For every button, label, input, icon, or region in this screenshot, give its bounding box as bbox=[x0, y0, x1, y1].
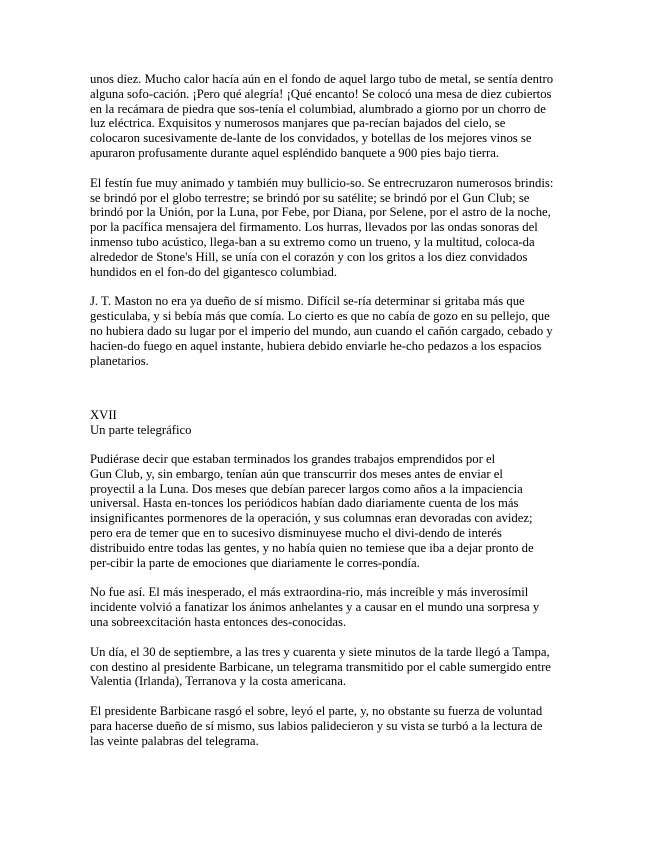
paragraph-inesperado: No fue así. El más inesperado, el más extraordina-rio, más increíble y más inverosímil incidente volvió a fanatizar los ánimos anhelantes y a causar en el mundo una sorpresa y una sobreexcitación hasta entonces des-conocidas. bbox=[90, 585, 540, 629]
chapter-number: XVII bbox=[90, 408, 117, 423]
document-page bbox=[90, 72, 570, 763]
paragraph-banquet: unos diez. Mucho calor hacía aún en el fondo de aquel largo tubo de metal, se sentía dentro alguna sofo-cación. ¡Pero qué alegría! ¡Qué encanto! Se colocó una mesa de diez cubiertos en la recámara de piedra que sos-tenía el columbiad, alumbrado a giorno por un chorro de luz eléctrica. Exquisitos y numerosos manjares que pa-recían bajados del cielo, se colocaron sucesivamente de-lante de los convidados, y botellas de los mejores vinos se apuraron profusamente durante aquel espléndido banquete a 900 pies bajo tierra. bbox=[90, 72, 554, 160]
chapter-title: Un parte telegráfico bbox=[90, 423, 192, 438]
paragraph-maston: J. T. Maston no era ya dueño de sí mismo. Difícil se-ría determinar si gritaba más que gesticulaba, y si bebía más que comía. Lo cierto es que no cabía de gozo en su pellejo, que no hubiera dado su lugar por el imperio del mundo, aun cuando el cañón cargado, cebado y hacien-do fuego en aquel instante, hubiera debido enviarle he-cho pedazos a los espacios planetarios. bbox=[90, 294, 553, 368]
paragraph-telegrama: Un día, el 30 de septiembre, a las tres y cuarenta y siete minutos de la tarde llegó a Tampa, con destino al presidente Barbicane, un telegrama transmitido por el cable sumergido entre Valentia (Irlanda), Terranova y la costa americana. bbox=[90, 644, 551, 689]
paragraph-barbicane: El presidente Barbicane rasgó el sobre, leyó el parte, y, no obstante su fuerza de voluntad para hacerse dueño de sí mismo, sus labios palidecieron y su vista se turbó a la lectura de las veinte palabras del telegrama. bbox=[90, 704, 543, 748]
paragraph-festin: El festín fue muy animado y también muy bullicio-so. Se entrecruzaron numerosos brindis: se brindó por el globo terrestre; se brindó por su satélite; se brindó por el Gun Club; se brindó por la Unión, por la Luna, por Febe, por Diana, por Selene, por el astro de la noche, por la pacífica mensajera del firmamento. Los hurras, llevados por las ondas sonoras del inmenso tubo acústico, llega-ban a su extremo como un trueno, y la multitud, coloca-da alrededor de Stone's Hill, se unía con el corazón y con los gritos a los diez convidados hundidos en el fon-do del gigantesco columbiad. bbox=[90, 175, 554, 279]
paragraph-trabajos: Pudiérase decir que estaban terminados los grandes trabajos emprendidos por el Gun Club, y, sin embargo, tenían aún que transcurrir dos meses antes de enviar el proyectil a la Luna. Dos meses que debían parecer largos como años a la impaciencia universal. Hasta en-tonces los periódicos habían dado diariamente cuenta de los más insignificantes pormenores de la operación, y sus columnas eran devoradas con avidez; pero era de temer que en to sucesivo disminuyese mucho el divi-dendo de interés distribuido entre todas las gentes, y no había quien no temiese que iba a dejar pronto de per-cibir la parte de emociones que diariamente le corres-pondía. bbox=[90, 451, 534, 570]
chapter-heading bbox=[90, 408, 570, 438]
